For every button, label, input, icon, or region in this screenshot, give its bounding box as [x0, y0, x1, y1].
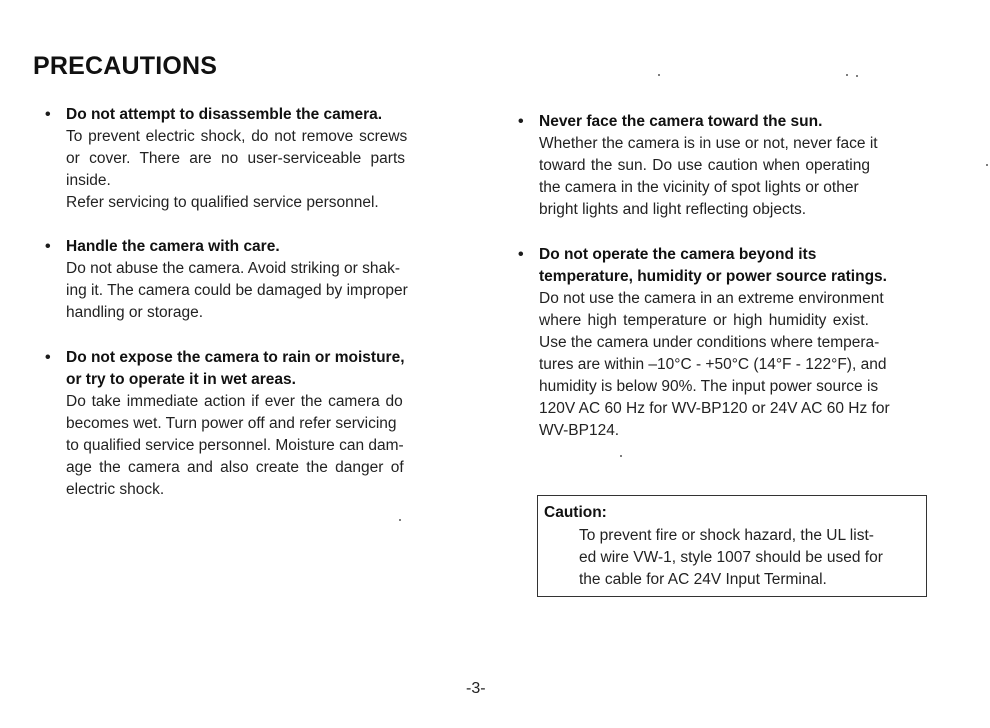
- precaution-item-ratings: [518, 244, 928, 442]
- body-line: ed wire VW-1, style 1007 should be used for: [579, 549, 883, 566]
- body-line: the cable for AC 24V Input Terminal.: [579, 571, 827, 588]
- body-line: becomes wet. Turn power off and refer servicing: [66, 415, 397, 432]
- body-line: to qualified service personnel. Moisture can dam-: [66, 437, 404, 454]
- body-line: electric shock.: [66, 481, 165, 498]
- body-line: Use the camera under conditions where tempera-: [539, 334, 880, 351]
- precaution-heading: [66, 347, 455, 391]
- precaution-body: [539, 133, 928, 221]
- precaution-body: [66, 258, 455, 324]
- heading-line: Do not operate the camera beyond its: [539, 246, 817, 263]
- body-line: Do not use the camera in an extreme environment: [539, 290, 884, 307]
- body-line: humidity is below 90%. The input power source is: [539, 378, 879, 395]
- scan-speck: [846, 74, 848, 76]
- caution-box: [537, 495, 927, 597]
- precaution-item-sun: [518, 111, 928, 221]
- body-line: inside.: [66, 172, 111, 189]
- heading-line: temperature, humidity or power source ratings.: [539, 268, 887, 285]
- scan-speck: [856, 75, 858, 77]
- precaution-item-rain-moisture: [45, 347, 455, 501]
- body-line: To prevent fire or shock hazard, the UL list-: [579, 527, 874, 544]
- scan-speck: [658, 74, 660, 76]
- body-line: To prevent electric shock, do not remove screws: [66, 128, 408, 145]
- body-line: handling or storage.: [66, 304, 204, 321]
- bullet-icon: •: [518, 113, 524, 130]
- body-line: ing it. The camera could be damaged by improper: [66, 282, 408, 299]
- precaution-heading: [66, 104, 455, 126]
- caution-body: [579, 525, 883, 591]
- precaution-item-disassemble: [45, 104, 455, 214]
- caution-title: Caution:: [544, 504, 607, 521]
- bullet-icon: •: [45, 349, 51, 366]
- precaution-body: [66, 126, 455, 214]
- page-number: -3-: [466, 680, 486, 697]
- body-line: Do take immediate action if ever the camera do: [66, 393, 403, 410]
- body-line: bright lights and light reflecting objects.: [539, 201, 807, 218]
- page-title: PRECAUTIONS: [33, 52, 218, 80]
- body-line: toward the sun. Do use caution when operating: [539, 157, 870, 174]
- scan-speck: [986, 164, 988, 166]
- body-line: where high temperature or high humidity exist.: [539, 312, 869, 329]
- precaution-heading: [66, 236, 455, 258]
- bullet-icon: •: [45, 106, 51, 123]
- heading-line: Do not expose the camera to rain or moisture,: [66, 349, 405, 366]
- body-line: Whether the camera is in use or not, never face it: [539, 135, 878, 152]
- body-line: WV-BP124.: [539, 422, 620, 439]
- precaution-heading: [539, 244, 928, 288]
- scan-speck: [620, 455, 622, 457]
- heading-line: Do not attempt to disassemble the camera.: [66, 106, 383, 123]
- bullet-icon: •: [518, 246, 524, 263]
- body-line: Do not abuse the camera. Avoid striking or shak-: [66, 260, 400, 277]
- body-line: tures are within –10°C - +50°C (14°F - 122°F), and: [539, 356, 887, 373]
- precaution-heading: [539, 111, 928, 133]
- body-line: Refer servicing to qualified service personnel.: [66, 194, 379, 211]
- precaution-body: [66, 391, 455, 501]
- heading-line: or try to operate it in wet areas.: [66, 371, 296, 388]
- precaution-body: [539, 288, 928, 442]
- heading-line: Handle the camera with care.: [66, 238, 280, 255]
- scan-speck: [399, 519, 401, 521]
- body-line: age the camera and also create the danger of: [66, 459, 404, 476]
- body-line: or cover. There are no user-serviceable parts: [66, 150, 406, 167]
- body-line: 120V AC 60 Hz for WV-BP120 or 24V AC 60 Hz for: [539, 400, 890, 417]
- bullet-icon: •: [45, 238, 51, 255]
- heading-line: Never face the camera toward the sun.: [539, 113, 823, 130]
- precaution-item-handle-with-care: [45, 236, 455, 324]
- body-line: the camera in the vicinity of spot lights or other: [539, 179, 859, 196]
